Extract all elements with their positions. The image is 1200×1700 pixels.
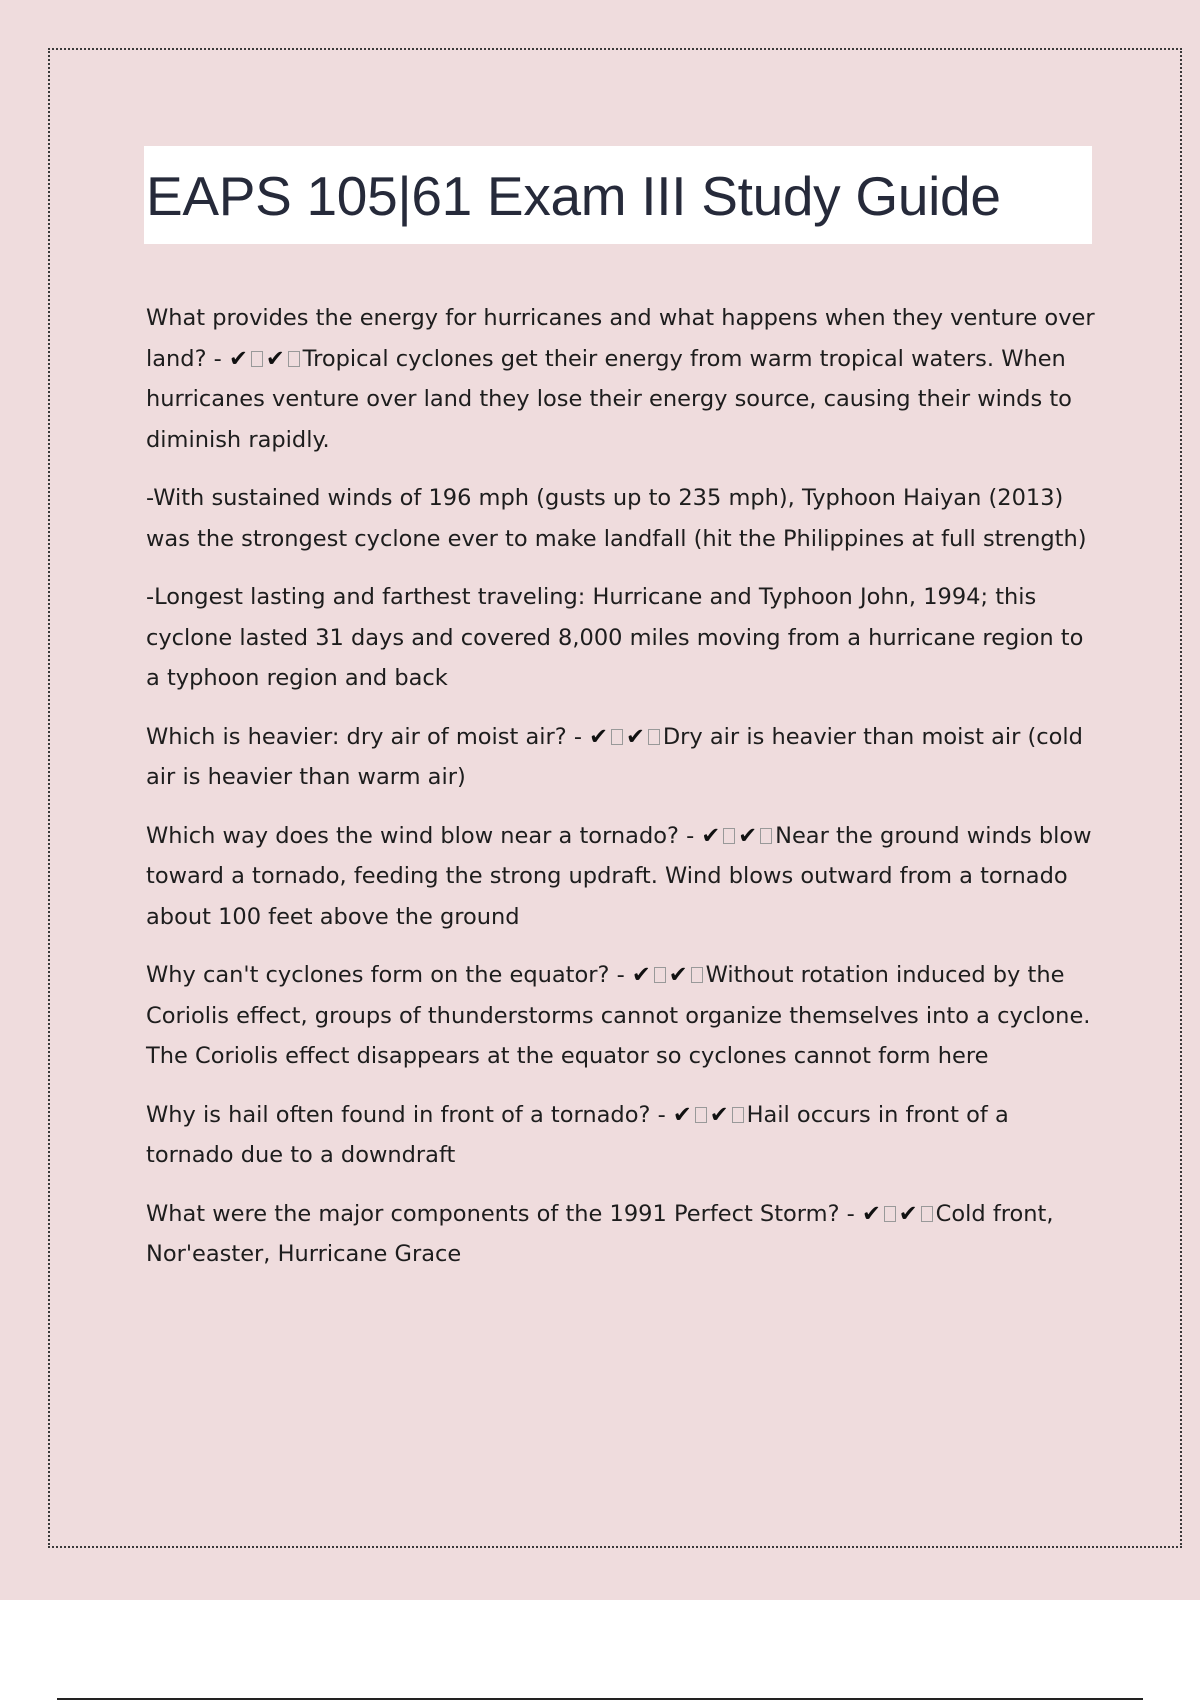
- missing-glyph-box-icon: [760, 828, 772, 844]
- study-guide-content: [146, 298, 1096, 1293]
- missing-glyph-box-icon: [921, 1206, 933, 1222]
- missing-glyph-box-icon: [611, 729, 623, 745]
- checkmark-icon: ✔: [265, 345, 285, 372]
- page-title: EAPS 105|61 Exam III Study Guide: [146, 165, 1001, 227]
- question-text: -Longest lasting and farthest traveling: Hurricane and Typhoon John, 1994; this cyclone lasted 31 days and covered 8,000 miles moving from a hurricane region to a typhoon region and back: [146, 584, 1084, 691]
- missing-glyph-box-icon: [884, 1206, 896, 1222]
- checkmark-icon: ✔: [589, 723, 608, 750]
- checkmark-icon: ✔: [898, 1200, 918, 1227]
- missing-glyph-box-icon: [288, 351, 300, 367]
- checkmark-icon: ✔: [672, 1101, 692, 1128]
- qa-paragraph: [146, 717, 1096, 798]
- question-text: Which is heavier: dry air of moist air? -: [146, 723, 590, 750]
- missing-glyph-box-icon: [732, 1107, 744, 1123]
- question-text: Why is hail often found in front of a tornado? -: [146, 1101, 673, 1128]
- answer-text: Hail occurs in front of a tornado due to a downdraft: [146, 1101, 1009, 1168]
- qa-paragraph: [146, 955, 1096, 1077]
- checkmark-icon: ✔: [668, 962, 688, 988]
- checkmark-icon: ✔: [631, 962, 651, 988]
- missing-glyph-box-icon: [648, 729, 660, 745]
- checkmark-icon: ✔: [709, 1101, 729, 1128]
- answer-text: Cold front, Nor'easter, Hurricane Grace: [146, 1200, 1054, 1267]
- answer-text: Without rotation induced by the Coriolis effect, groups of thunderstorms cannot organize themselves into a cyclone. The Coriolis effect disappears at the equator so cyclones cannot form here: [146, 962, 1091, 1069]
- qa-paragraph: [146, 1194, 1096, 1275]
- question-text: -With sustained winds of 196 mph (gusts up to 235 mph), Typhoon Haiyan (2013) was the strongest cyclone ever to make landfall (hit the Philippines at full strength): [146, 485, 1087, 552]
- missing-glyph-box-icon: [691, 967, 703, 983]
- answer-text: Near the ground winds blow toward a tornado, feeding the strong updraft. Wind blows outward from a tornado about 100 feet above the ground: [146, 822, 1092, 930]
- missing-glyph-box-icon: [723, 828, 735, 844]
- checkmark-icon: ✔: [861, 1200, 881, 1227]
- checkmark-icon: ✔: [625, 723, 645, 750]
- qa-paragraph: [146, 298, 1096, 460]
- qa-paragraph: [146, 1095, 1096, 1176]
- question-text: Why can't cyclones form on the equator? -: [146, 962, 632, 988]
- checkmark-icon: ✔: [701, 822, 721, 849]
- qa-paragraph: [146, 577, 1096, 699]
- checkmark-icon: ✔: [228, 345, 248, 372]
- missing-glyph-box-icon: [654, 967, 666, 983]
- qa-paragraph: [146, 478, 1096, 559]
- answer-text: Tropical cyclones get their energy from warm tropical waters. When hurricanes venture over land they lose their energy source, causing their winds to diminish rapidly.: [146, 345, 1072, 453]
- checkmark-icon: ✔: [738, 822, 758, 849]
- question-text: What were the major components of the 1991 Perfect Storm? -: [146, 1200, 862, 1227]
- qa-paragraph: [146, 816, 1096, 938]
- missing-glyph-box-icon: [695, 1107, 707, 1123]
- question-text: Which way does the wind blow near a tornado? -: [146, 822, 702, 849]
- answer-text: Dry air is heavier than moist air (cold air is heavier than warm air): [146, 723, 1083, 790]
- question-text: What provides the energy for hurricanes and what happens when they venture over land? -: [146, 305, 1095, 372]
- missing-glyph-box-icon: [251, 351, 263, 367]
- title-box: [144, 146, 1092, 244]
